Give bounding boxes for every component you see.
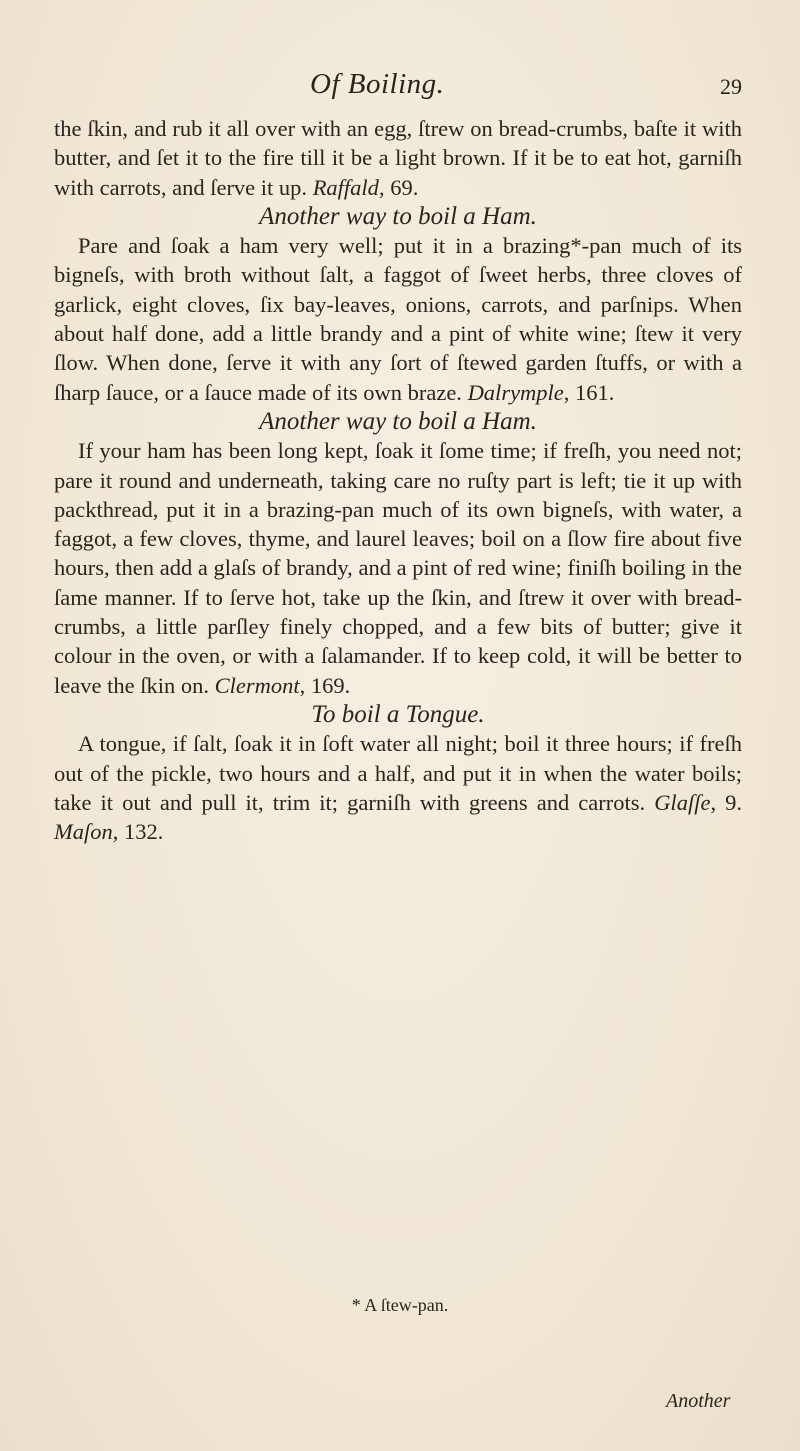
body-text	[54, 114, 742, 846]
citation: Clermont	[214, 672, 300, 698]
citation-page: , 132.	[112, 819, 164, 845]
paragraph-text: A tongue, if ſalt, ſoak it in ſoft water all night; boil it three hours; if freſh out of the pickle, two hours and a half, and put it in when the water boils; take it out and pull it, trim it; garniſh with greens and carrots.	[54, 731, 742, 815]
citation-page: , 69.	[378, 174, 419, 200]
recipe-heading: Another way to boil a Ham.	[259, 407, 537, 435]
recipe-heading: Another way to boil a Ham.	[259, 202, 537, 230]
catchword: Another	[666, 1390, 731, 1412]
continued-paragraph	[54, 114, 742, 202]
citation: Raffald	[312, 174, 379, 200]
recipe-paragraph	[54, 436, 742, 700]
footnote: * A ſtew-pan.	[351, 1295, 449, 1315]
recipe-heading: To boil a Tongue.	[311, 700, 485, 728]
citation: Glaſſe	[654, 789, 711, 815]
page-number: 29	[720, 74, 742, 99]
page-header	[0, 68, 800, 108]
citation-page: , 9.	[710, 789, 742, 815]
recipe-paragraph	[54, 231, 742, 407]
citation: Maſon	[54, 819, 113, 845]
citation-page: , 169.	[299, 672, 351, 698]
paragraph-text: Pare and ſoak a ham very well; put it in a brazing*-pan much of its bigneſs, with broth without ſalt, a faggot of ſweet herbs, three cloves of garlick, eight cloves, ſix bay-leaves, onions, carrots, and parſnips. When about half done, add a little brandy and a pint of white wine; ſtew it very ſlow. When done, ſerve it with any ſort of ſtewed garden ſtuffs, or with a ſharp ſauce, or a ſauce made of its own braze.	[54, 233, 742, 405]
paragraph-text: If your ham has been long kept, ſoak it ſome time; if freſh, you need not; pare it round and underneath, taking care no ruſty part is left; tie it up with packthread, put it in a brazing-pan much of its own bigneſs, with water, a faggot, a few cloves, thyme, and laurel leaves; boil on a ſlow fire about five hours, then add a glaſs of brandy, and a pint of red wine; finiſh boiling in the ſame manner. If to ſerve hot, take up the ſkin, and ſtrew it over with bread-crumbs, a little parſley finely chopped, and a few bits of butter; give it colour in the oven, or with a ſalamander. If to keep cold, it will be better to leave the ſkin on.	[54, 438, 742, 698]
paragraph-text: the ſkin, and rub it all over with an egg, ſtrew on bread-crumbs, baſte it with butter, and ſet it to the fire till it be a light brown. If it be to eat hot, garniſh with carrots, and ſerve it up.	[54, 116, 742, 200]
recipe-paragraph	[54, 729, 742, 846]
citation-page: , 161.	[563, 379, 615, 405]
citation: Dalrymple	[467, 379, 564, 405]
running-head: Of Boiling.	[310, 68, 445, 100]
